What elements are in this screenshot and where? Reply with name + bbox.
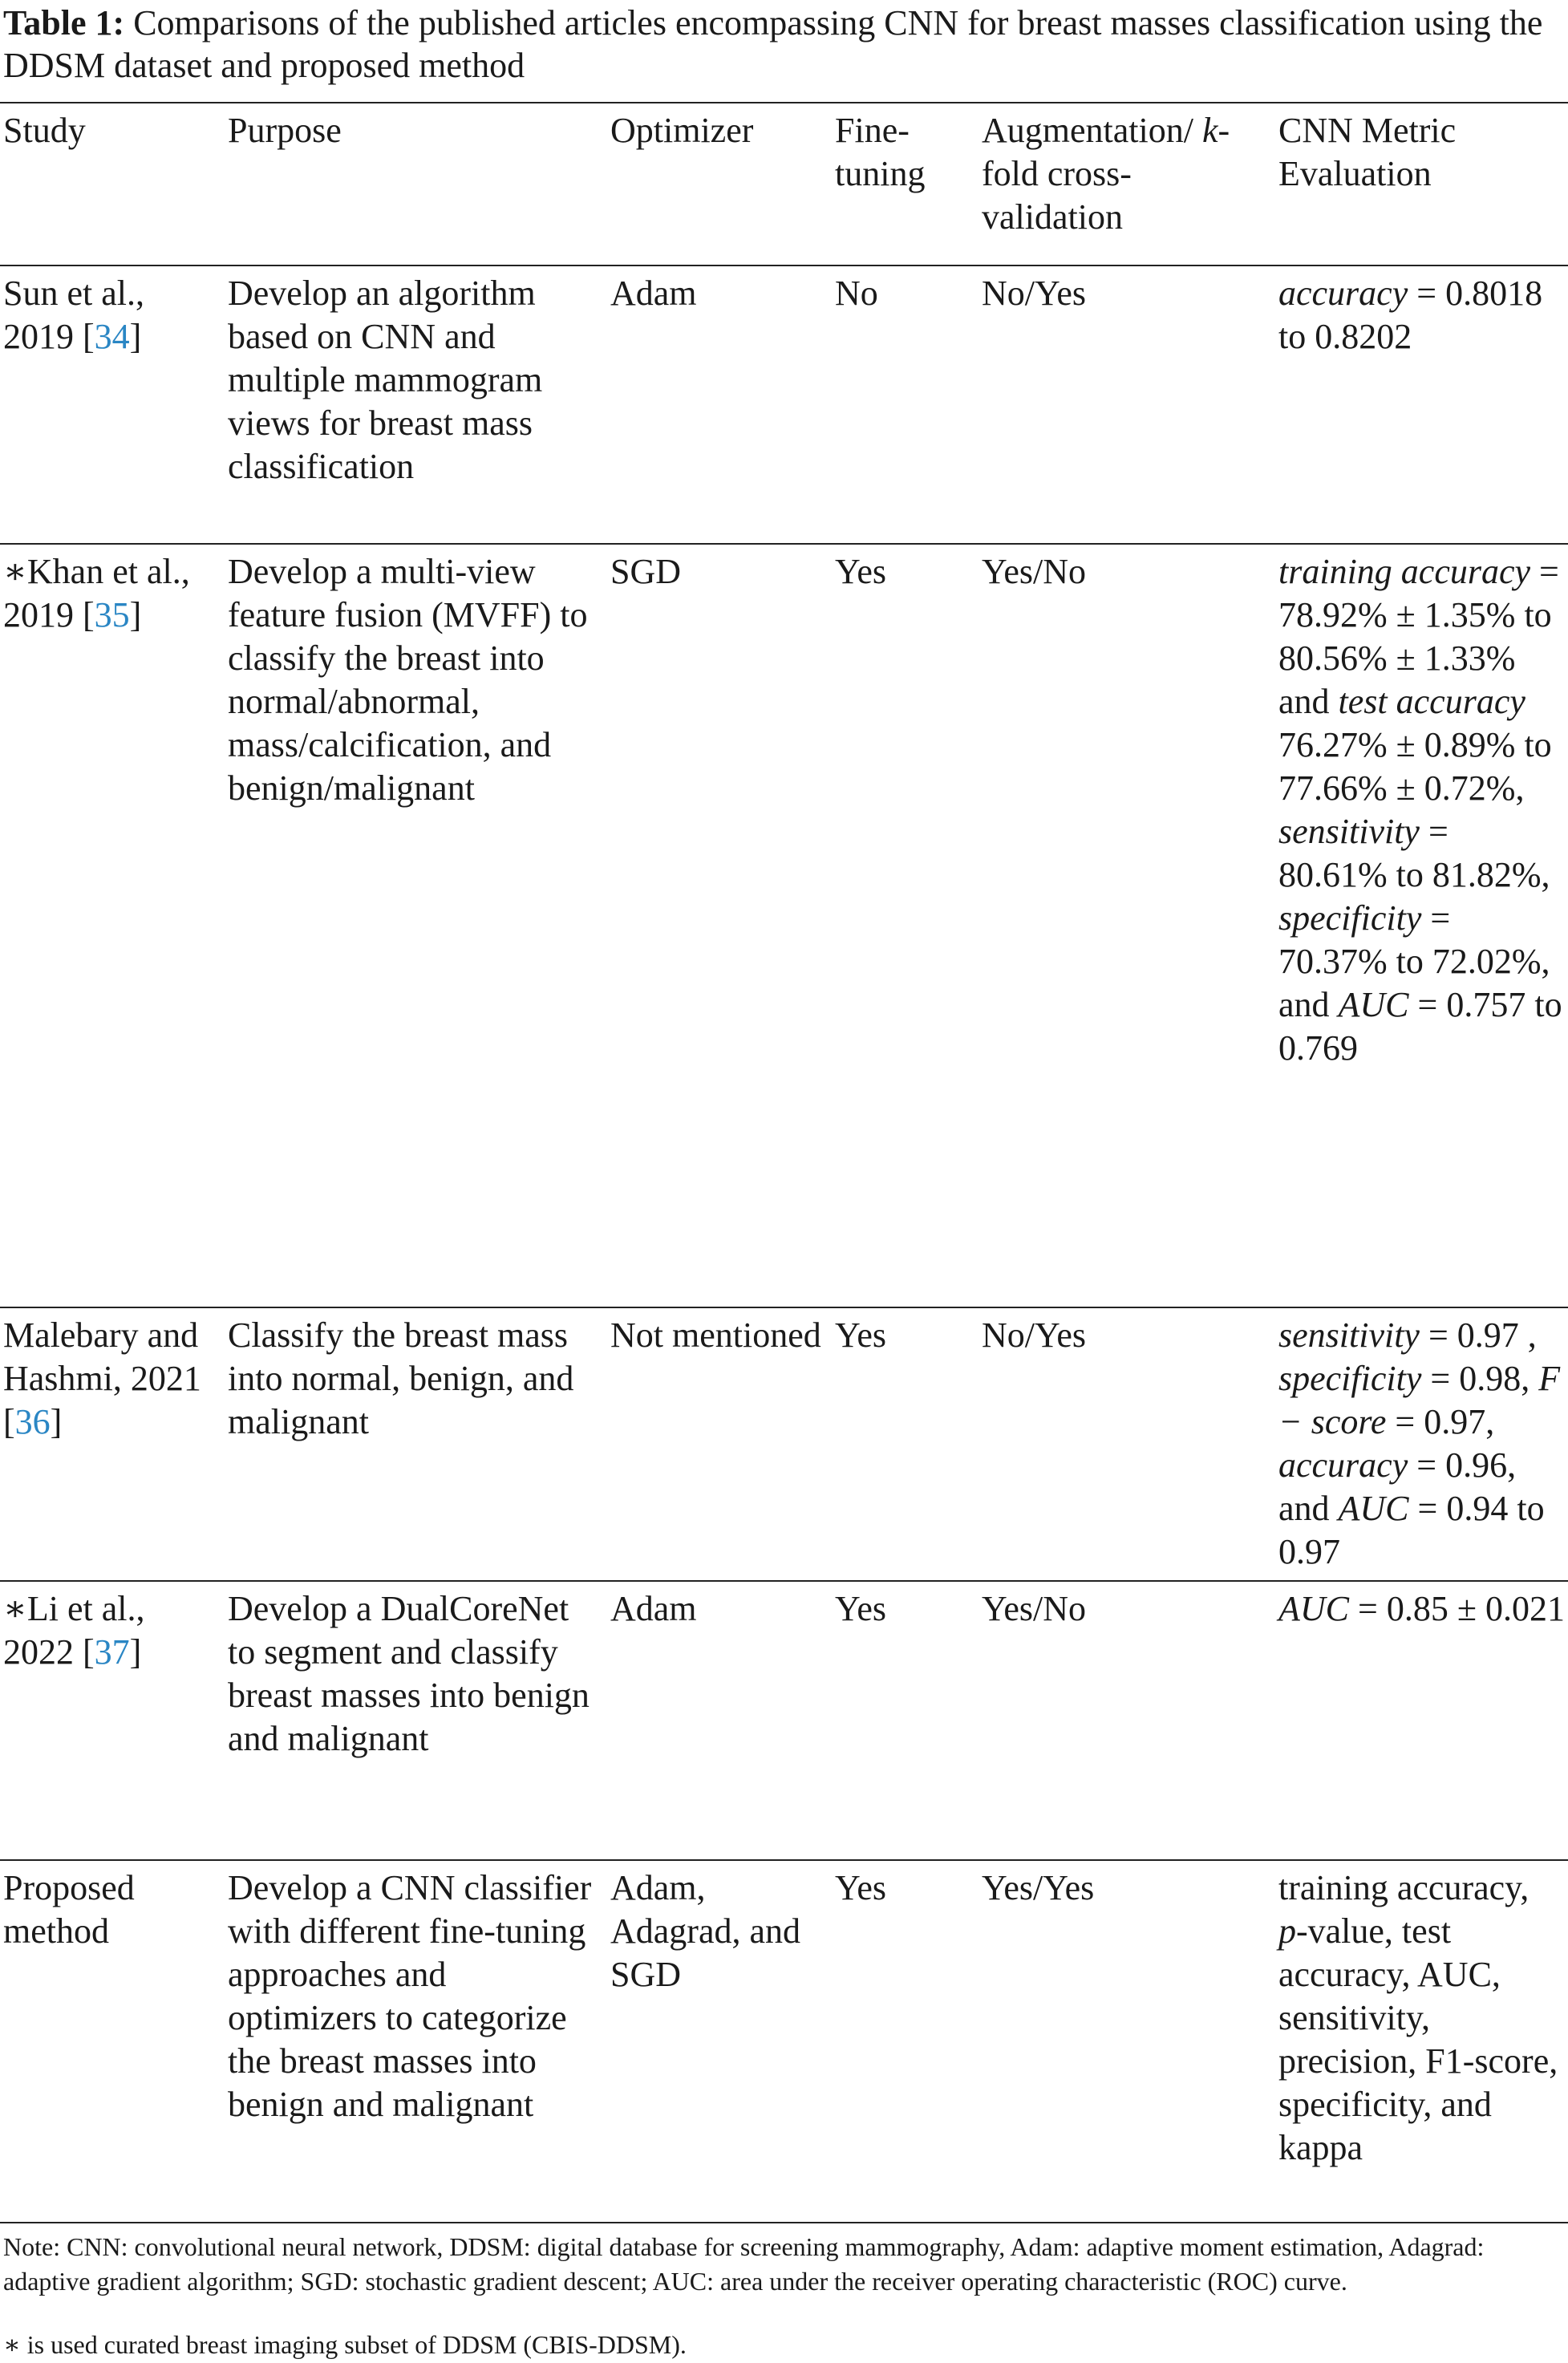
metric-value: -value, test accuracy, AUC, sensitivity, precision, F1-score, specificity, and kappa — [1278, 1911, 1558, 2167]
reference-link[interactable]: 37 — [94, 1632, 130, 1672]
study-text: Malebary and Hashmi, 2021 [ — [3, 1315, 201, 1441]
header-optimizer: Optimizer — [610, 111, 754, 150]
fine-tuning-cell: Yes — [835, 1589, 887, 1628]
study-cell — [0, 265, 225, 544]
metric-cell — [1275, 1307, 1568, 1581]
augmentation-cell: Yes/No — [982, 1589, 1087, 1628]
metric-value: = 0.97, — [1386, 1402, 1495, 1441]
reference-link[interactable]: 36 — [14, 1402, 51, 1441]
study-end: ] — [129, 595, 142, 634]
metric-term: p — [1278, 1911, 1296, 1951]
metric-term: AUC — [1338, 1489, 1409, 1528]
metric-value: = 0.757 to 0.769 — [1278, 985, 1562, 1068]
metric-value: = 0.94 to 0.97 — [1278, 1489, 1545, 1571]
header-row — [0, 103, 1568, 265]
metric-cell — [1275, 265, 1568, 544]
metric-term: accuracy — [1278, 1445, 1408, 1485]
metric-term: accuracy — [1278, 274, 1408, 313]
header-aug-b: -fold cross-validation — [982, 111, 1230, 237]
optimizer-cell: Adam — [610, 274, 697, 313]
metric-value: training accuracy, — [1278, 1868, 1530, 1907]
header-augmentation — [978, 103, 1275, 265]
metric-value: = 0.8018 to 0.8202 — [1278, 274, 1543, 356]
metric-value: = 0.96, and — [1278, 1445, 1517, 1528]
metric-term: AUC — [1338, 985, 1409, 1024]
table-footnote: ∗ is used curated breast imaging subset of DDSM (CBIS-DDSM). — [3, 2330, 687, 2359]
optimizer-cell: Adam — [610, 1589, 697, 1628]
table-caption — [3, 2, 1563, 87]
metric-term: F − score — [1278, 1359, 1561, 1441]
table-row — [0, 544, 1568, 1307]
metric-term: test accuracy — [1338, 682, 1525, 721]
augmentation-cell: Yes/Yes — [982, 1868, 1095, 1907]
header-fine-tuning: Fine-tuning — [835, 111, 926, 193]
purpose-cell: Develop an algorithm based on CNN and multiple mammogram views for breast mass classification — [228, 274, 543, 486]
metric-term: AUC — [1278, 1589, 1349, 1628]
study-cell — [0, 544, 225, 1307]
fine-tuning-cell: Yes — [835, 1868, 887, 1907]
augmentation-cell: No/Yes — [982, 274, 1087, 313]
metric-term: sensitivity — [1278, 812, 1420, 851]
study-cell: Proposed method — [3, 1868, 135, 1951]
study-text: Sun et al., 2019 [ — [3, 274, 144, 356]
study-text: ∗Khan et al., 2019 [ — [3, 552, 190, 634]
caption-text: Comparisons of the published articles encompassing CNN for breast masses classification using the DDSM dataset and proposed method — [3, 3, 1543, 85]
metric-term: specificity — [1278, 898, 1422, 938]
metric-value: = 0.97 , — [1419, 1315, 1537, 1355]
study-cell — [0, 1581, 225, 1860]
metric-term: sensitivity — [1278, 1315, 1420, 1355]
header-metric: CNN Metric Evaluation — [1278, 111, 1457, 193]
metric-value: = 0.85 ± 0.021 — [1349, 1589, 1565, 1628]
study-end: ] — [50, 1402, 63, 1441]
augmentation-cell: Yes/No — [982, 552, 1087, 591]
metric-term: training accuracy — [1278, 552, 1531, 591]
study-end: ] — [129, 1632, 142, 1672]
purpose-cell: Develop a CNN classifier with different fine-tuning approaches and optimizers to categorize the breast masses into benign and malignant — [228, 1868, 592, 2124]
table-note: Note: CNN: convolutional neural network, DDSM: digital database for screening mammography, Adam: adaptive moment estimation, Adagrad: adaptive gradient algorithm; SGD: stochastic gradient descent; AUC: area under the receiver operating characteristic (ROC) curve. — [3, 2232, 1485, 2296]
fine-tuning-cell: No — [835, 274, 878, 313]
caption-label: Table 1: — [3, 3, 125, 43]
augmentation-cell: No/Yes — [982, 1315, 1087, 1355]
metric-cell — [1275, 1581, 1568, 1860]
header-aug-k: k — [1201, 111, 1218, 150]
metric-value: = 78.92% ± 1.35% to 80.56% ± 1.33% and — [1278, 552, 1559, 721]
reference-link[interactable]: 34 — [94, 317, 130, 356]
optimizer-cell: Not mentioned — [610, 1315, 821, 1355]
header-purpose: Purpose — [228, 111, 342, 150]
purpose-cell: Classify the breast mass into normal, benign, and malignant — [228, 1315, 574, 1441]
header-aug-a: Augmentation/ — [982, 111, 1193, 150]
metric-value: = 70.37% to 72.02%, and — [1278, 898, 1550, 1024]
fine-tuning-cell: Yes — [835, 1315, 887, 1355]
fine-tuning-cell: Yes — [835, 552, 887, 591]
purpose-cell: Develop a multi-view feature fusion (MVFF) to classify the breast into normal/abnormal, mass/calcification, and benign/malignant — [228, 552, 588, 808]
metric-cell — [1275, 1860, 1568, 2223]
reference-link[interactable]: 35 — [94, 595, 130, 634]
table-row — [0, 265, 1568, 544]
comparison-table — [0, 102, 1568, 2223]
table-row — [0, 1307, 1568, 1581]
metric-value: = 80.61% to 81.82%, — [1278, 812, 1550, 894]
purpose-cell: Develop a DualCoreNet to segment and classify breast masses into benign and malignant — [228, 1589, 590, 1758]
optimizer-cell: SGD — [610, 552, 682, 591]
study-cell — [0, 1307, 225, 1581]
metric-value: = 0.98, — [1421, 1359, 1539, 1398]
optimizer-cell: Adam, Adagrad, and SGD — [610, 1868, 801, 1994]
metric-cell — [1275, 544, 1568, 1307]
metric-term: specificity — [1278, 1359, 1422, 1398]
metric-value: 76.27% ± 0.89% to 77.66% ± 0.72%, — [1278, 725, 1552, 808]
study-end: ] — [129, 317, 142, 356]
table-row — [0, 1581, 1568, 1860]
table-row — [0, 1860, 1568, 2223]
header-study: Study — [3, 111, 86, 150]
study-text: ∗Li et al., 2022 [ — [3, 1589, 145, 1672]
